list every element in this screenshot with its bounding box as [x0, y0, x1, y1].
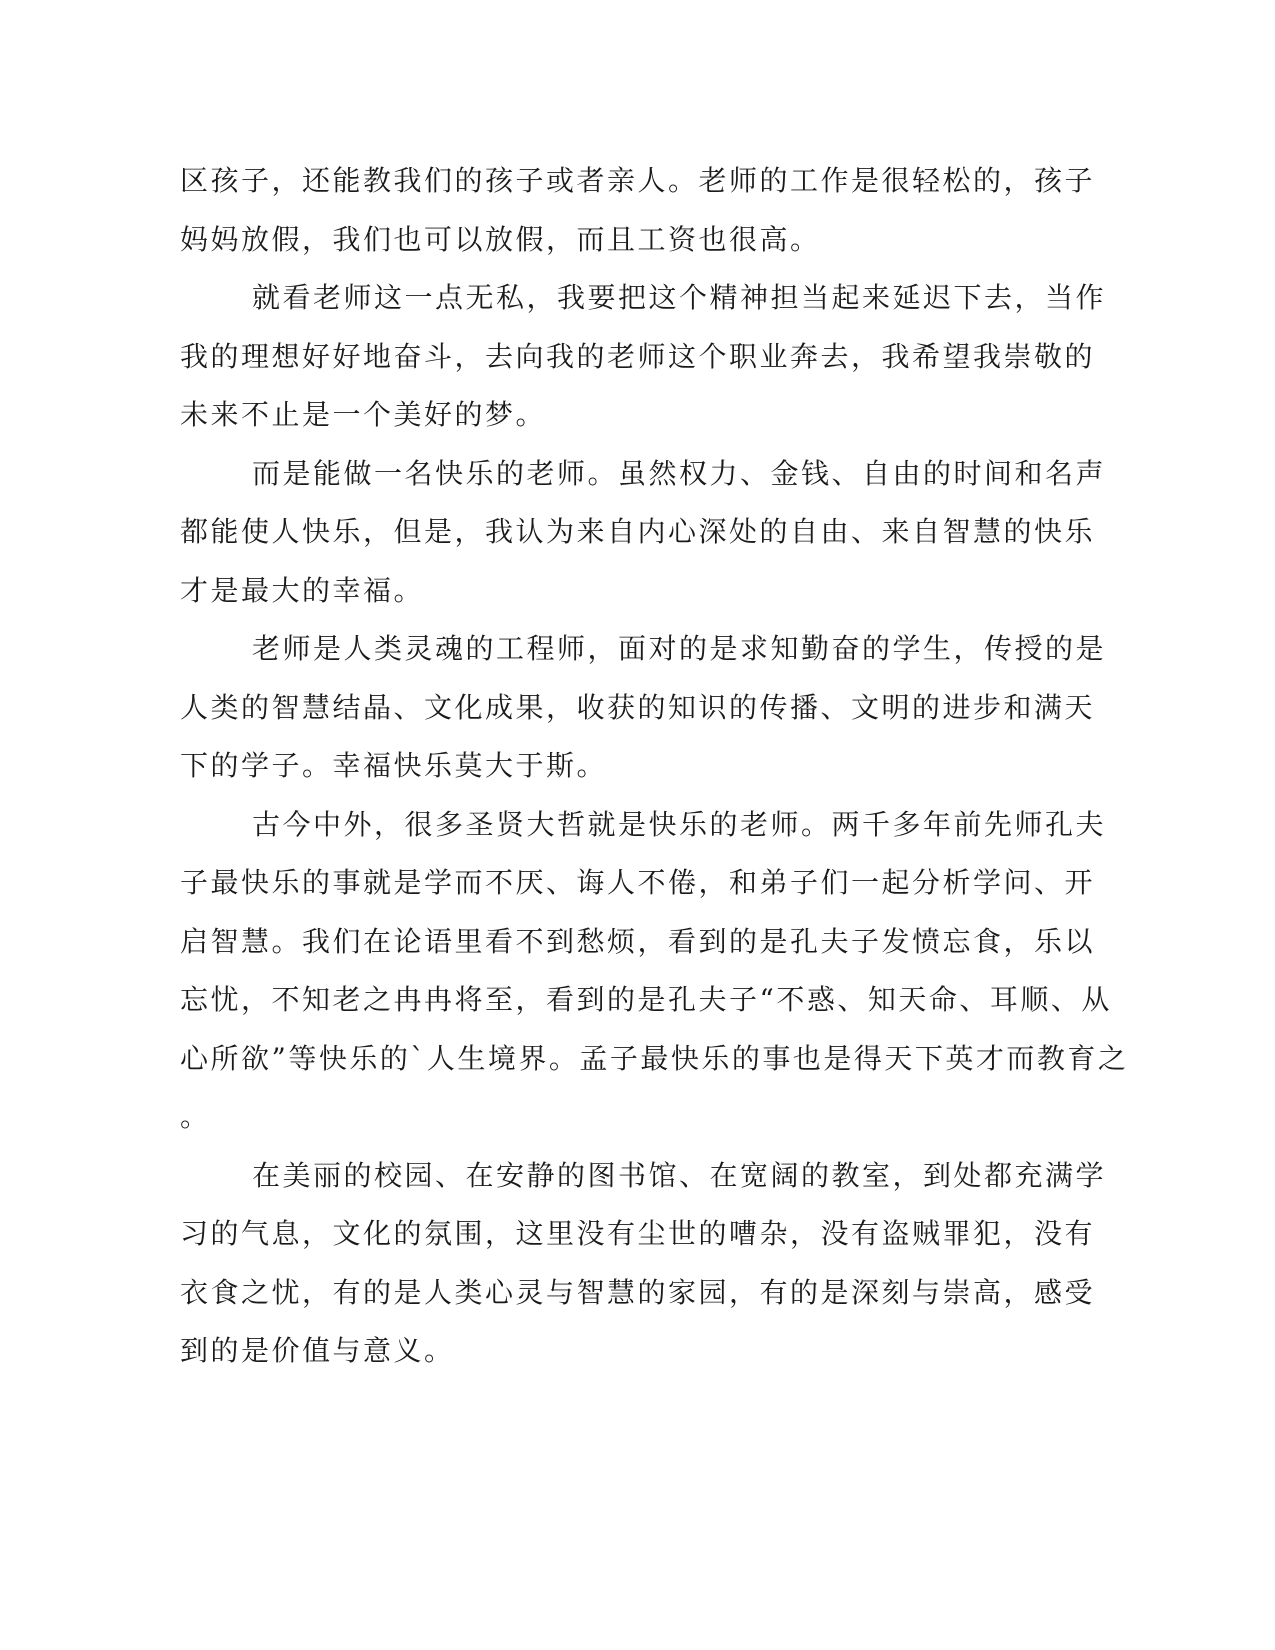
text-line: 心所欲”等快乐的`人生境界。孟子最快乐的事也是得天下英才而教育之 [180, 1041, 1129, 1075]
text-line: 习的气息，文化的氛围，这里没有尘世的嘈杂，没有盗贼罪犯，没有 [180, 1217, 1096, 1250]
paragraph-first-line: 在美丽的校园、在安静的图书馆、在宽阔的教室，到处都充满学 [252, 1158, 1107, 1192]
text-line: 启智慧。我们在论语里看不到愁烦，看到的是孔夫子发愤忘食，乐以 [180, 924, 1096, 958]
text-line: 人类的智慧结晶、文化成果，收获的知识的传播、文明的进步和满天 [180, 690, 1096, 724]
paragraph-first-line: 老师是人类灵魂的工程师，面对的是求知勤奋的学生，传授的是 [252, 632, 1107, 665]
text-line: 。 [180, 1100, 211, 1133]
text-line: 区孩子，还能教我们的孩子或者亲人。老师的工作是很轻松的，孩子 [180, 164, 1096, 197]
text-line: 忘忧，不知老之冉冉将至，看到的是孔夫子“不惑、知天命、耳顺、从 [180, 983, 1112, 1016]
paragraph-first-line: 就看老师这一点无私，我要把这个精神担当起来延迟下去，当作 [252, 281, 1107, 314]
text-line: 我的理想好好地奋斗，去向我的老师这个职业奔去，我希望我崇敬的 [180, 339, 1096, 373]
text-line: 未来不止是一个美好的梦。 [180, 398, 547, 431]
paragraph-first-line: 而是能做一名快乐的老师。虽然权力、金钱、自由的时间和名声 [252, 456, 1107, 490]
text-line: 都能使人快乐，但是，我认为来自内心深处的自由、来自智慧的快乐 [180, 515, 1096, 548]
paragraph-first-line: 古今中外，很多圣贤大哲就是快乐的老师。两千多年前先师孔夫 [252, 807, 1107, 841]
text-line: 下的学子。幸福快乐莫大于斯。 [180, 749, 608, 782]
text-line: 衣食之忧，有的是人类心灵与智慧的家园，有的是深刻与崇高，感受 [180, 1275, 1096, 1309]
text-line: 子最快乐的事就是学而不厌、诲人不倦，和弟子们一起分析学问、开 [180, 866, 1096, 899]
text-line: 妈妈放假，我们也可以放假，而且工资也很高。 [180, 222, 821, 256]
text-line: 才是最大的幸福。 [180, 573, 425, 607]
document-body [180, 152, 1129, 1381]
text-line: 到的是价值与意义。 [180, 1334, 455, 1367]
